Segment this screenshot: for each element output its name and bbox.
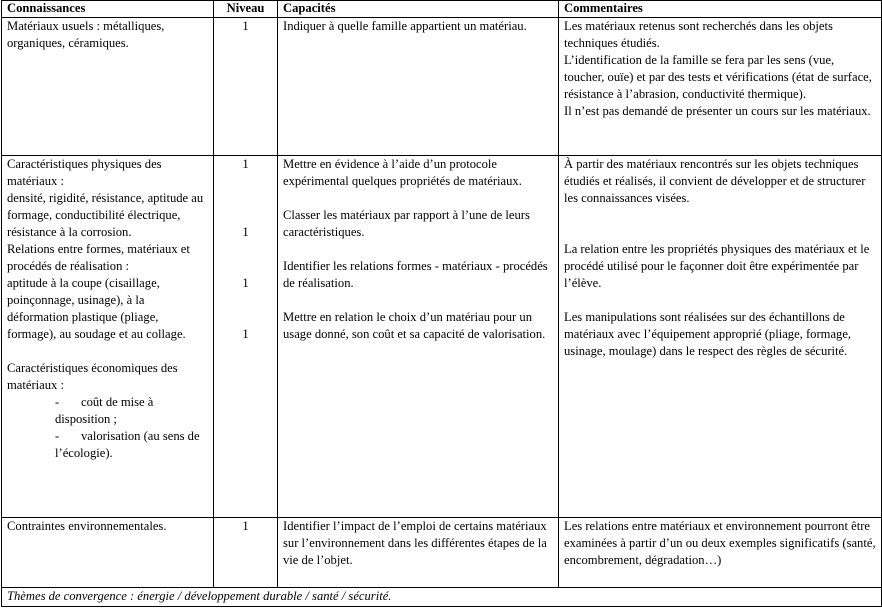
spacer xyxy=(283,241,553,258)
spacer xyxy=(219,258,272,275)
comment-paragraph: À partir des matériaux rencontrés sur les objets techniques étudiés et réalisés, il convient de développer et de structurer les connaissances visées. xyxy=(564,157,866,205)
niveau-value: 1 xyxy=(242,327,249,341)
niveau-value: 1 xyxy=(242,276,249,290)
spacer xyxy=(283,292,553,309)
capacity-item: Classer les matériaux par rapport à l’une de leurs caractéristiques. xyxy=(283,208,530,239)
capacity-item: Identifier les relations formes - matériaux - procédés de réalisation. xyxy=(283,259,548,290)
spacer xyxy=(283,190,553,207)
knowledge-heading: Caractéristiques économiques des matériaux : xyxy=(7,361,178,392)
cell-niveau xyxy=(214,156,278,518)
cell-connaissances: Contraintes environnementales. xyxy=(2,518,214,588)
header-connaissances: Connaissances xyxy=(2,1,214,18)
cell-commentaires xyxy=(559,18,882,156)
knowledge-heading: Relations entre formes, matériaux et procédés de réalisation : xyxy=(7,242,190,273)
knowledge-heading: Caractéristiques physiques des matériaux : xyxy=(7,157,162,188)
bullet-text: coût de mise à disposition ; xyxy=(55,395,154,426)
spacer xyxy=(219,309,272,326)
cell-capacites: Indiquer à quelle famille appartient un matériau. xyxy=(278,18,559,156)
cell-capacites xyxy=(278,156,559,518)
spacer xyxy=(564,292,876,309)
spacer xyxy=(219,241,272,258)
header-commentaires: Commentaires xyxy=(559,1,882,18)
cell-niveau: 1 xyxy=(214,518,278,588)
bullet-text: valorisation (au sens de l’écologie). xyxy=(55,429,200,460)
comment-paragraph: Les manipulations sont réalisées sur des échantillons de matériaux avec l’équipement approprié (pliage, formage, usinage, moulage) dans le respect des règles de sécurité. xyxy=(564,310,852,358)
capacity-item: Mettre en évidence à l’aide d’un protocole expérimental quelques propriétés de matériaux. xyxy=(283,157,522,188)
cell-niveau: 1 xyxy=(214,18,278,156)
convergence-themes: Thèmes de convergence : énergie / développement durable / santé / sécurité. xyxy=(2,588,882,607)
niveau-value: 1 xyxy=(242,225,249,239)
spacer xyxy=(219,173,272,190)
bullet-item xyxy=(7,394,208,428)
table-row xyxy=(2,518,882,588)
comment-paragraph: Il n’est pas demandé de présenter un cours sur les matériaux. xyxy=(564,104,871,118)
bullet-dash: - xyxy=(55,395,60,409)
cell-text: Matériaux usuels : métalliques, organiques, céramiques. xyxy=(7,19,165,50)
cell-connaissances xyxy=(2,156,214,518)
spacer xyxy=(219,207,272,224)
spacer xyxy=(564,224,876,241)
spacer xyxy=(564,207,876,224)
bullet-item xyxy=(7,428,208,462)
bullet-dash: - xyxy=(55,429,60,443)
spacer xyxy=(7,343,208,360)
header-niveau: Niveau xyxy=(214,1,278,18)
comment-paragraph: Les matériaux retenus sont recherchés dans les objets techniques étudiés. xyxy=(564,19,833,50)
comment-paragraph: L’identification de la famille se fera par les sens (vue, toucher, ouïe) et par des tests et vérifications (état de surface, résistance à l’abrasion, conductivité thermique). xyxy=(564,53,872,101)
curriculum-table xyxy=(1,0,882,607)
table-row xyxy=(2,156,882,518)
spacer xyxy=(219,292,272,309)
cell-commentaires: Les relations entre matériaux et environnement pourront être examinées à partir d’un ou deux exemples significatifs (santé, encombrement, dégradation…) xyxy=(559,518,882,588)
cell-commentaires xyxy=(559,156,882,518)
cell-capacites: Identifier l’impact de l’emploi de certains matériaux sur l’environnement dans les différentes étapes de la vie de l’objet. xyxy=(278,518,559,588)
knowledge-text: densité, rigidité, résistance, aptitude au formage, conductibilité électrique, résistance à la corrosion. xyxy=(7,191,204,239)
spacer xyxy=(219,190,272,207)
knowledge-text: aptitude à la coupe (cisaillage, poinçonnage, usinage), à la déformation plastique (pliage, formage), au soudage et au collage. xyxy=(7,276,186,341)
table-row xyxy=(2,18,882,156)
header-capacites: Capacités xyxy=(278,1,559,18)
niveau-value: 1 xyxy=(242,157,249,171)
capacity-item: Mettre en relation le choix d’un matériau pour un usage donné, son coût et sa capacité de valorisation. xyxy=(283,310,546,341)
header-row xyxy=(2,1,882,18)
cell-connaissances xyxy=(2,18,214,156)
footer-row xyxy=(2,588,882,607)
comment-paragraph: La relation entre les propriétés physiques des matériaux et le procédé utilisé pour le façonner doit être expérimentée par l’élève. xyxy=(564,242,870,290)
